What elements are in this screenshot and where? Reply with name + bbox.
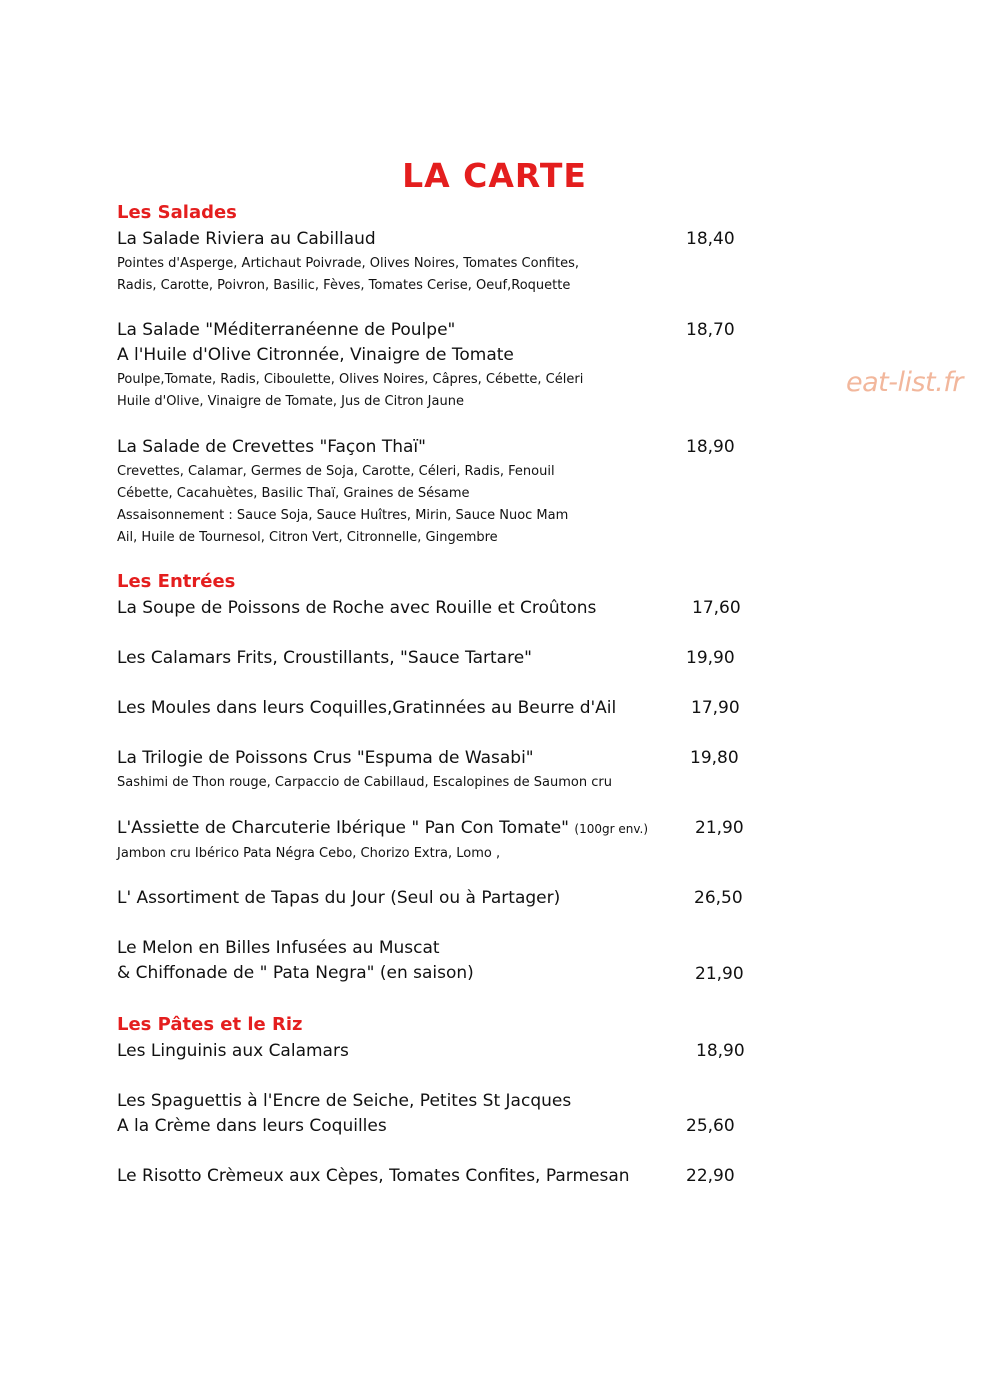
dish-price: 17,60 <box>692 598 741 618</box>
menu-item <box>117 886 777 911</box>
dish-name: Les Linguinis aux Calamars <box>117 1041 349 1061</box>
dish-price: 22,90 <box>686 1166 735 1186</box>
dish-name: & Chiffonade de " Pata Negra" (en saison) <box>117 963 474 983</box>
dish-description: Pointes d'Asperge, Artichaut Poivrade, Olives Noires, Tomates Confites, <box>117 256 579 271</box>
menu-item <box>117 596 777 621</box>
menu-item <box>117 1164 777 1189</box>
dish-name: Les Spaguettis à l'Encre de Seiche, Petites St Jacques <box>117 1091 572 1111</box>
dish-description: Cébette, Cacahuètes, Basilic Thaï, Graines de Sésame <box>117 486 470 501</box>
section-heading-pates-riz: Les Pâtes et le Riz <box>117 1014 303 1035</box>
dish-name: La Salade de Crevettes "Façon Thaï" <box>117 437 426 457</box>
portion-note: (100gr env.) <box>574 822 649 836</box>
menu-item <box>117 318 777 412</box>
menu-item <box>117 1039 777 1064</box>
dish-description: Radis, Carotte, Poivron, Basilic, Fèves, Tomates Cerise, Oeuf,Roquette <box>117 278 571 293</box>
dish-price: 18,90 <box>696 1041 745 1061</box>
menu-item <box>117 1089 777 1139</box>
dish-description: Crevettes, Calamar, Germes de Soja, Carotte, Céleri, Radis, Fenouil <box>117 464 555 479</box>
dish-description: Poulpe,Tomate, Radis, Ciboulette, Olives Noires, Câpres, Cébette, Céleri <box>117 372 584 387</box>
dish-name: L' Assortiment de Tapas du Jour (Seul ou à Partager) <box>117 888 561 908</box>
menu-item <box>117 227 777 296</box>
dish-name-row <box>117 816 777 842</box>
dish-description: Huile d'Olive, Vinaigre de Tomate, Jus de Citron Jaune <box>117 394 464 409</box>
dish-name: La Soupe de Poissons de Roche avec Rouille et Croûtons <box>117 598 597 618</box>
dish-price: 17,90 <box>691 698 740 718</box>
dish-price: 21,90 <box>695 818 744 838</box>
menu-item <box>117 746 777 793</box>
dish-price: 18,70 <box>686 320 735 340</box>
dish-description: Sashimi de Thon rouge, Carpaccio de Cabillaud, Escalopines de Saumon cru <box>117 775 612 790</box>
dish-name: Le Risotto Crèmeux aux Cèpes, Tomates Confites, Parmesan <box>117 1166 630 1186</box>
dish-name: La Salade Riviera au Cabillaud <box>117 229 376 249</box>
dish-price: 21,90 <box>695 964 744 984</box>
dish-name: La Salade "Méditerranéenne de Poulpe" <box>117 320 456 340</box>
watermark-logo: eat-list.fr <box>846 367 963 398</box>
dish-name: La Trilogie de Poissons Crus "Espuma de Wasabi" <box>117 748 534 768</box>
dish-name: Les Calamars Frits, Croustillants, "Sauce Tartare" <box>117 648 532 668</box>
section-heading-salades: Les Salades <box>117 202 237 223</box>
dish-description: Ail, Huile de Tournesol, Citron Vert, Citronnelle, Gingembre <box>117 530 498 545</box>
dish-name: L'Assiette de Charcuterie Ibérique " Pan Con Tomate" <box>117 818 569 838</box>
menu-title: LA CARTE <box>402 156 587 195</box>
menu-item <box>117 816 777 864</box>
menu-item <box>117 435 777 548</box>
section-heading-entrees: Les Entrées <box>117 571 236 592</box>
dish-price: 26,50 <box>694 888 743 908</box>
dish-price: 19,80 <box>690 748 739 768</box>
dish-price: 19,90 <box>686 648 735 668</box>
dish-price: 18,90 <box>686 437 735 457</box>
dish-price: 25,60 <box>686 1116 735 1136</box>
dish-name: A l'Huile d'Olive Citronnée, Vinaigre de Tomate <box>117 345 514 365</box>
menu-item <box>117 696 777 721</box>
dish-price: 18,40 <box>686 229 735 249</box>
dish-description: Assaisonnement : Sauce Soja, Sauce Huîtres, Mirin, Sauce Nuoc Mam <box>117 508 569 523</box>
dish-name: Le Melon en Billes Infusées au Muscat <box>117 938 440 958</box>
dish-name: A la Crème dans leurs Coquilles <box>117 1116 387 1136</box>
dish-description: Jambon cru Ibérico Pata Négra Cebo, Chorizo Extra, Lomo , <box>117 846 501 861</box>
menu-item <box>117 936 777 986</box>
dish-name: Les Moules dans leurs Coquilles,Gratinnées au Beurre d'Ail <box>117 698 617 718</box>
menu-item <box>117 646 777 671</box>
